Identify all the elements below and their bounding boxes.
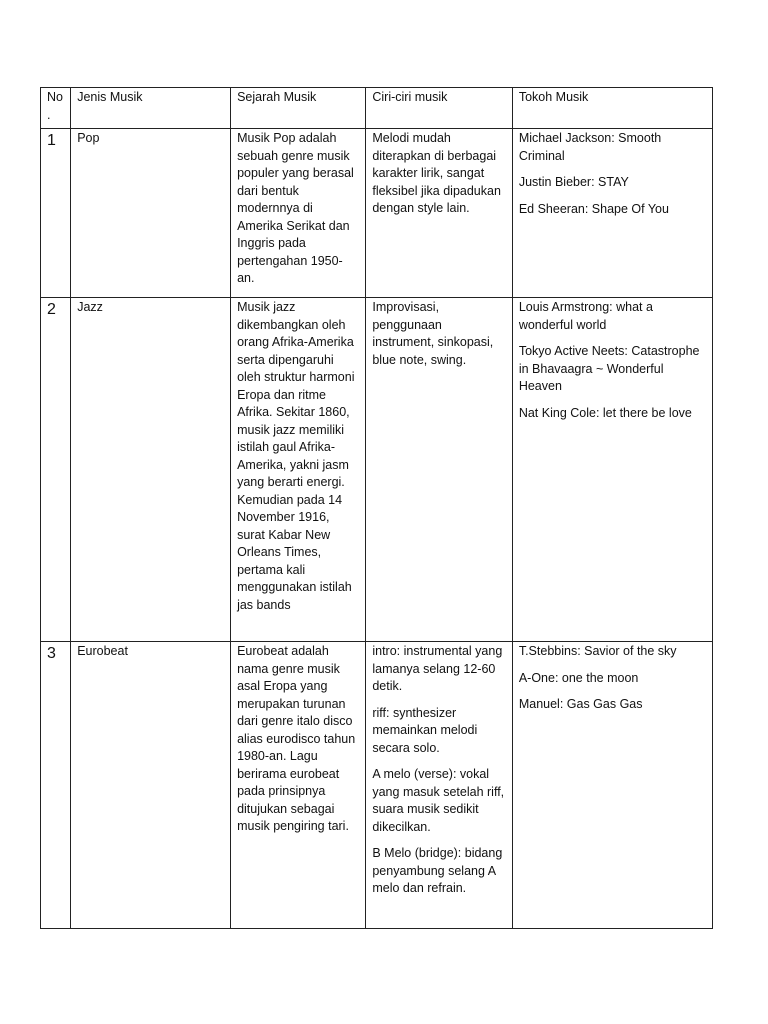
history-cell: Musik jazz dikembangkan oleh orang Afrika-Amerika serta dipengaruhi oleh struktur harmoni Eropa dan ritme Afrika. Sekitar 1860, musik jazz memiliki istilah gaul Afrika-Amerika, yakni jasm yang berarti energi. Kemudian pada 14 November 1916, surat Kabar New Orleans Times, pertama kali menggunakan istilah jas bands xyxy=(231,298,366,642)
row-number: 1 xyxy=(41,129,71,298)
figure-item: A-One: one the moon xyxy=(518,670,639,685)
figure-item: Manuel: Gas Gas Gas xyxy=(518,697,643,711)
history-cell: Eurobeat adalah nama genre musik asal Eropa yang merupakan turunan dari genre italo disco alias eurodisco tahun 1980-an. Lagu berirama eurobeat pada prinsipnya ditujukan sebagai musik pengiring tari. xyxy=(231,642,366,929)
trait-item: intro: instrumental yang lamanya selang 12-60 detik. xyxy=(372,644,503,693)
row-number: 2 xyxy=(41,298,71,642)
table-row xyxy=(41,129,713,298)
figures-cell xyxy=(512,298,712,642)
table-row xyxy=(41,642,713,929)
header-figures: Tokoh Musik xyxy=(512,88,712,129)
figure-item: Justin Bieber: STAY xyxy=(518,175,629,189)
trait-item: Melodi mudah diterapkan di berbagai karakter lirik, sangat fleksibel jika dipadukan dengan style lain. xyxy=(372,131,501,215)
row-number: 3 xyxy=(41,642,71,929)
music-genre-table xyxy=(40,87,713,929)
header-history: Sejarah Musik xyxy=(231,88,366,129)
traits-cell xyxy=(366,642,512,929)
genre-cell: Jazz xyxy=(71,298,231,642)
trait-item: Improvisasi, penggunaan instrument, sinkopasi, blue note, swing. xyxy=(372,300,494,367)
figures-cell xyxy=(512,129,712,298)
header-traits: Ciri-ciri musik xyxy=(366,88,512,129)
header-genre: Jenis Musik xyxy=(71,88,231,129)
table-header-row xyxy=(41,88,713,129)
figures-cell xyxy=(512,642,712,929)
trait-item: riff: synthesizer memainkan melodi secara solo. xyxy=(372,705,478,755)
history-cell: Musik Pop adalah sebuah genre musik populer yang berasal dari bentuk modernnya di Amerika Serikat dan Inggris pada pertengahan 1950-an. xyxy=(231,129,366,298)
figure-item: Nat King Cole: let there be love xyxy=(518,405,692,420)
figure-item: T.Stebbins: Savior of the sky xyxy=(518,644,677,658)
traits-cell xyxy=(366,129,512,298)
genre-cell: Pop xyxy=(71,129,231,298)
table-row xyxy=(41,298,713,642)
figure-item: Ed Sheeran: Shape Of You xyxy=(518,201,669,216)
header-no: No. xyxy=(41,88,71,129)
genre-cell: Eurobeat xyxy=(71,642,231,929)
trait-item: B Melo (bridge): bidang penyambung selang A melo dan refrain. xyxy=(372,846,503,895)
figure-item: Louis Armstrong: what a wonderful world xyxy=(518,300,653,332)
trait-item: A melo (verse): vokal yang masuk setelah riff, suara musik sedikit dikecilkan. xyxy=(372,767,505,834)
traits-cell xyxy=(366,298,512,642)
figure-item: Tokyo Active Neets: Catastrophe in Bhavaagra ~ Wonderful Heaven xyxy=(518,344,700,393)
figure-item: Michael Jackson: Smooth Criminal xyxy=(518,131,662,163)
